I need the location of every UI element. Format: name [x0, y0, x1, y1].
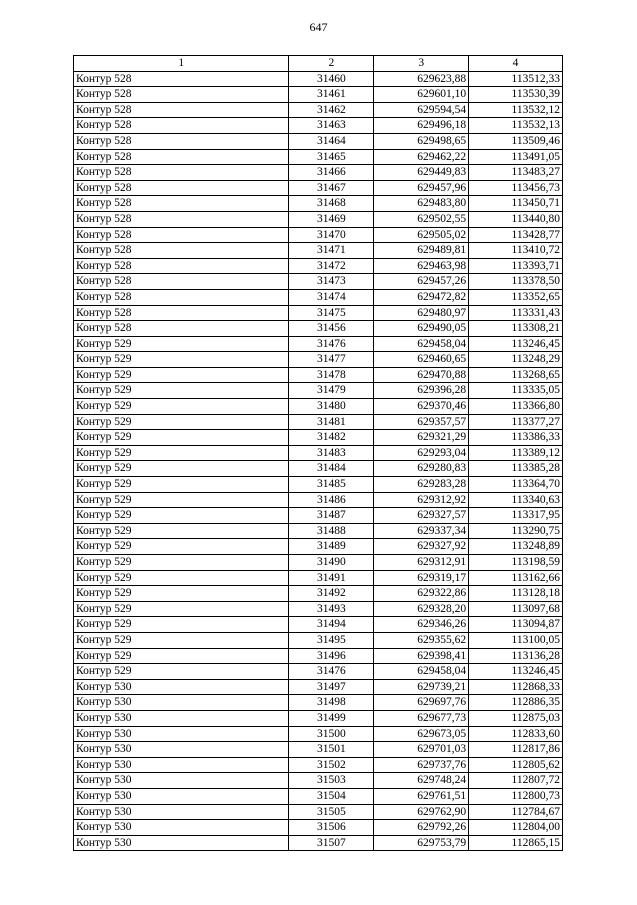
coordinates-table [73, 55, 563, 851]
table-row [74, 87, 563, 103]
contour-name-cell: Контур 529 [74, 586, 289, 602]
point-number-cell: 31504 [289, 788, 374, 804]
x-coordinate-cell: 629280,83 [374, 461, 469, 477]
y-coordinate-cell: 113340,63 [469, 492, 563, 508]
contour-name-cell: Контур 528 [74, 289, 289, 305]
point-number-cell: 31490 [289, 555, 374, 571]
point-number-cell: 31496 [289, 648, 374, 664]
table-row [74, 133, 563, 149]
point-number-cell: 31502 [289, 757, 374, 773]
contour-name-cell: Контур 529 [74, 664, 289, 680]
y-coordinate-cell: 112868,33 [469, 679, 563, 695]
x-coordinate-cell: 629355,62 [374, 632, 469, 648]
x-coordinate-cell: 629701,03 [374, 742, 469, 758]
x-coordinate-cell: 629594,54 [374, 102, 469, 118]
x-coordinate-cell: 629489,81 [374, 243, 469, 259]
y-coordinate-cell: 112807,72 [469, 773, 563, 789]
x-coordinate-cell: 629496,18 [374, 118, 469, 134]
y-coordinate-cell: 113440,80 [469, 211, 563, 227]
contour-name-cell: Контур 530 [74, 804, 289, 820]
point-number-cell: 31501 [289, 742, 374, 758]
y-coordinate-cell: 113532,12 [469, 102, 563, 118]
x-coordinate-cell: 629673,05 [374, 726, 469, 742]
x-coordinate-cell: 629498,65 [374, 133, 469, 149]
contour-name-cell: Контур 528 [74, 211, 289, 227]
x-coordinate-cell: 629792,26 [374, 820, 469, 836]
x-coordinate-cell: 629601,10 [374, 87, 469, 103]
y-coordinate-cell: 113532,13 [469, 118, 563, 134]
x-coordinate-cell: 629337,34 [374, 523, 469, 539]
point-number-cell: 31480 [289, 399, 374, 415]
x-coordinate-cell: 629396,28 [374, 383, 469, 399]
table-row [74, 586, 563, 602]
table-row [74, 196, 563, 212]
table-row [74, 383, 563, 399]
point-number-cell: 31460 [289, 71, 374, 87]
y-coordinate-cell: 112865,15 [469, 835, 563, 851]
table-row [74, 227, 563, 243]
y-coordinate-cell: 113100,05 [469, 632, 563, 648]
table-row [74, 788, 563, 804]
table-row [74, 477, 563, 493]
point-number-cell: 31474 [289, 289, 374, 305]
contour-name-cell: Контур 528 [74, 149, 289, 165]
page-number: 647 [309, 20, 328, 34]
x-coordinate-cell: 629457,26 [374, 274, 469, 290]
table-row [74, 757, 563, 773]
contour-name-cell: Контур 529 [74, 539, 289, 555]
table-row [74, 523, 563, 539]
table-row [74, 211, 563, 227]
table-header-row [74, 56, 563, 72]
table-row [74, 632, 563, 648]
point-number-cell: 31463 [289, 118, 374, 134]
contour-name-cell: Контур 530 [74, 773, 289, 789]
table-row [74, 710, 563, 726]
point-number-cell: 31471 [289, 243, 374, 259]
table-row [74, 274, 563, 290]
x-coordinate-cell: 629483,80 [374, 196, 469, 212]
contour-name-cell: Контур 529 [74, 383, 289, 399]
contour-name-cell: Контур 530 [74, 710, 289, 726]
table-row [74, 352, 563, 368]
x-coordinate-cell: 629398,41 [374, 648, 469, 664]
contour-name-cell: Контур 529 [74, 414, 289, 430]
point-number-cell: 31500 [289, 726, 374, 742]
y-coordinate-cell: 112800,73 [469, 788, 563, 804]
y-coordinate-cell: 113128,18 [469, 586, 563, 602]
x-coordinate-cell: 629748,24 [374, 773, 469, 789]
x-coordinate-cell: 629283,28 [374, 477, 469, 493]
column-header-4: 4 [469, 56, 563, 72]
x-coordinate-cell: 629505,02 [374, 227, 469, 243]
table-row [74, 726, 563, 742]
point-number-cell: 31495 [289, 632, 374, 648]
x-coordinate-cell: 629762,90 [374, 804, 469, 820]
contour-name-cell: Контур 529 [74, 508, 289, 524]
contour-name-cell: Контур 528 [74, 274, 289, 290]
table-row [74, 742, 563, 758]
y-coordinate-cell: 113385,28 [469, 461, 563, 477]
point-number-cell: 31485 [289, 477, 374, 493]
x-coordinate-cell: 629463,98 [374, 258, 469, 274]
x-coordinate-cell: 629761,51 [374, 788, 469, 804]
point-number-cell: 31468 [289, 196, 374, 212]
point-number-cell: 31476 [289, 336, 374, 352]
contour-name-cell: Контур 529 [74, 555, 289, 571]
table-row [74, 555, 563, 571]
x-coordinate-cell: 629753,79 [374, 835, 469, 851]
x-coordinate-cell: 629502,55 [374, 211, 469, 227]
column-header-1: 1 [74, 56, 289, 72]
contour-name-cell: Контур 529 [74, 601, 289, 617]
y-coordinate-cell: 113491,05 [469, 149, 563, 165]
point-number-cell: 31456 [289, 321, 374, 337]
x-coordinate-cell: 629293,04 [374, 445, 469, 461]
y-coordinate-cell: 113377,27 [469, 414, 563, 430]
point-number-cell: 31506 [289, 820, 374, 836]
table-row [74, 102, 563, 118]
x-coordinate-cell: 629319,17 [374, 570, 469, 586]
y-coordinate-cell: 113393,71 [469, 258, 563, 274]
point-number-cell: 31481 [289, 414, 374, 430]
contour-name-cell: Контур 529 [74, 461, 289, 477]
y-coordinate-cell: 112804,00 [469, 820, 563, 836]
contour-name-cell: Контур 528 [74, 71, 289, 87]
y-coordinate-cell: 113366,80 [469, 399, 563, 415]
y-coordinate-cell: 113352,65 [469, 289, 563, 305]
point-number-cell: 31503 [289, 773, 374, 789]
y-coordinate-cell: 113509,46 [469, 133, 563, 149]
y-coordinate-cell: 113530,39 [469, 87, 563, 103]
contour-name-cell: Контур 529 [74, 445, 289, 461]
table-row [74, 695, 563, 711]
y-coordinate-cell: 113456,73 [469, 180, 563, 196]
table-row [74, 399, 563, 415]
point-number-cell: 31470 [289, 227, 374, 243]
x-coordinate-cell: 629370,46 [374, 399, 469, 415]
contour-name-cell: Контур 529 [74, 632, 289, 648]
contour-name-cell: Контур 529 [74, 367, 289, 383]
table-row [74, 508, 563, 524]
column-header-2: 2 [289, 56, 374, 72]
point-number-cell: 31497 [289, 679, 374, 695]
point-number-cell: 31472 [289, 258, 374, 274]
table-row [74, 492, 563, 508]
point-number-cell: 31499 [289, 710, 374, 726]
point-number-cell: 31469 [289, 211, 374, 227]
x-coordinate-cell: 629328,20 [374, 601, 469, 617]
contour-name-cell: Контур 528 [74, 133, 289, 149]
x-coordinate-cell: 629677,73 [374, 710, 469, 726]
point-number-cell: 31477 [289, 352, 374, 368]
y-coordinate-cell: 112817,86 [469, 742, 563, 758]
y-coordinate-cell: 113335,05 [469, 383, 563, 399]
table-body [74, 71, 563, 851]
x-coordinate-cell: 629457,96 [374, 180, 469, 196]
contour-name-cell: Контур 528 [74, 87, 289, 103]
x-coordinate-cell: 629449,83 [374, 165, 469, 181]
y-coordinate-cell: 113512,33 [469, 71, 563, 87]
table-row [74, 539, 563, 555]
point-number-cell: 31498 [289, 695, 374, 711]
table-row [74, 445, 563, 461]
x-coordinate-cell: 629312,92 [374, 492, 469, 508]
table-row [74, 461, 563, 477]
x-coordinate-cell: 629327,92 [374, 539, 469, 555]
point-number-cell: 31473 [289, 274, 374, 290]
table-row [74, 430, 563, 446]
x-coordinate-cell: 629623,88 [374, 71, 469, 87]
contour-name-cell: Контур 528 [74, 321, 289, 337]
x-coordinate-cell: 629346,26 [374, 617, 469, 633]
point-number-cell: 31489 [289, 539, 374, 555]
y-coordinate-cell: 113246,45 [469, 336, 563, 352]
y-coordinate-cell: 113162,66 [469, 570, 563, 586]
table-row [74, 305, 563, 321]
y-coordinate-cell: 113386,33 [469, 430, 563, 446]
y-coordinate-cell: 113094,87 [469, 617, 563, 633]
y-coordinate-cell: 113450,71 [469, 196, 563, 212]
point-number-cell: 31493 [289, 601, 374, 617]
table-row [74, 118, 563, 134]
contour-name-cell: Контур 529 [74, 399, 289, 415]
y-coordinate-cell: 113290,75 [469, 523, 563, 539]
table-row [74, 835, 563, 851]
y-coordinate-cell: 113246,45 [469, 664, 563, 680]
y-coordinate-cell: 112886,35 [469, 695, 563, 711]
point-number-cell: 31505 [289, 804, 374, 820]
table-row [74, 773, 563, 789]
table-row [74, 336, 563, 352]
x-coordinate-cell: 629460,65 [374, 352, 469, 368]
contour-name-cell: Контур 530 [74, 788, 289, 804]
y-coordinate-cell: 113410,72 [469, 243, 563, 259]
contour-name-cell: Контур 528 [74, 118, 289, 134]
contour-name-cell: Контур 529 [74, 523, 289, 539]
table-row [74, 601, 563, 617]
x-coordinate-cell: 629697,76 [374, 695, 469, 711]
y-coordinate-cell: 113248,89 [469, 539, 563, 555]
y-coordinate-cell: 113364,70 [469, 477, 563, 493]
x-coordinate-cell: 629327,57 [374, 508, 469, 524]
contour-name-cell: Контур 529 [74, 648, 289, 664]
table-row [74, 820, 563, 836]
point-number-cell: 31484 [289, 461, 374, 477]
table-row [74, 321, 563, 337]
contour-name-cell: Контур 529 [74, 352, 289, 368]
x-coordinate-cell: 629739,21 [374, 679, 469, 695]
x-coordinate-cell: 629472,82 [374, 289, 469, 305]
y-coordinate-cell: 113136,28 [469, 648, 563, 664]
x-coordinate-cell: 629458,04 [374, 336, 469, 352]
contour-name-cell: Контур 528 [74, 165, 289, 181]
table-row [74, 648, 563, 664]
y-coordinate-cell: 113317,95 [469, 508, 563, 524]
point-number-cell: 31486 [289, 492, 374, 508]
column-header-3: 3 [374, 56, 469, 72]
contour-name-cell: Контур 528 [74, 258, 289, 274]
point-number-cell: 31488 [289, 523, 374, 539]
point-number-cell: 31476 [289, 664, 374, 680]
y-coordinate-cell: 112875,03 [469, 710, 563, 726]
point-number-cell: 31487 [289, 508, 374, 524]
contour-name-cell: Контур 528 [74, 102, 289, 118]
table-row [74, 804, 563, 820]
contour-name-cell: Контур 529 [74, 492, 289, 508]
y-coordinate-cell: 112784,67 [469, 804, 563, 820]
y-coordinate-cell: 113389,12 [469, 445, 563, 461]
table-row [74, 243, 563, 259]
point-number-cell: 31478 [289, 367, 374, 383]
table-row [74, 289, 563, 305]
contour-name-cell: Контур 530 [74, 695, 289, 711]
y-coordinate-cell: 113308,21 [469, 321, 563, 337]
contour-name-cell: Контур 529 [74, 477, 289, 493]
point-number-cell: 31482 [289, 430, 374, 446]
contour-name-cell: Контур 528 [74, 180, 289, 196]
contour-name-cell: Контур 529 [74, 570, 289, 586]
table-row [74, 165, 563, 181]
y-coordinate-cell: 113198,59 [469, 555, 563, 571]
point-number-cell: 31466 [289, 165, 374, 181]
contour-name-cell: Контур 530 [74, 835, 289, 851]
point-number-cell: 31465 [289, 149, 374, 165]
y-coordinate-cell: 112805,62 [469, 757, 563, 773]
table-row [74, 258, 563, 274]
table-row [74, 679, 563, 695]
x-coordinate-cell: 629322,86 [374, 586, 469, 602]
x-coordinate-cell: 629470,88 [374, 367, 469, 383]
x-coordinate-cell: 629458,04 [374, 664, 469, 680]
point-number-cell: 31475 [289, 305, 374, 321]
y-coordinate-cell: 113331,43 [469, 305, 563, 321]
x-coordinate-cell: 629490,05 [374, 321, 469, 337]
contour-name-cell: Контур 528 [74, 196, 289, 212]
contour-name-cell: Контур 528 [74, 227, 289, 243]
y-coordinate-cell: 113428,77 [469, 227, 563, 243]
point-number-cell: 31462 [289, 102, 374, 118]
point-number-cell: 31494 [289, 617, 374, 633]
table-row [74, 414, 563, 430]
y-coordinate-cell: 113378,50 [469, 274, 563, 290]
contour-name-cell: Контур 529 [74, 336, 289, 352]
table-row [74, 71, 563, 87]
point-number-cell: 31483 [289, 445, 374, 461]
point-number-cell: 31492 [289, 586, 374, 602]
table-row [74, 617, 563, 633]
x-coordinate-cell: 629737,76 [374, 757, 469, 773]
point-number-cell: 31467 [289, 180, 374, 196]
x-coordinate-cell: 629357,57 [374, 414, 469, 430]
y-coordinate-cell: 113248,29 [469, 352, 563, 368]
table-row [74, 180, 563, 196]
contour-name-cell: Контур 529 [74, 430, 289, 446]
point-number-cell: 31507 [289, 835, 374, 851]
point-number-cell: 31461 [289, 87, 374, 103]
contour-name-cell: Контур 529 [74, 617, 289, 633]
contour-name-cell: Контур 528 [74, 305, 289, 321]
point-number-cell: 31479 [289, 383, 374, 399]
x-coordinate-cell: 629312,91 [374, 555, 469, 571]
table-row [74, 367, 563, 383]
contour-name-cell: Контур 530 [74, 820, 289, 836]
contour-name-cell: Контур 530 [74, 742, 289, 758]
contour-name-cell: Контур 530 [74, 679, 289, 695]
table-row [74, 149, 563, 165]
contour-name-cell: Контур 530 [74, 757, 289, 773]
point-number-cell: 31464 [289, 133, 374, 149]
y-coordinate-cell: 113097,68 [469, 601, 563, 617]
contour-name-cell: Контур 528 [74, 243, 289, 259]
table-row [74, 664, 563, 680]
x-coordinate-cell: 629480,97 [374, 305, 469, 321]
contour-name-cell: Контур 530 [74, 726, 289, 742]
table-row [74, 570, 563, 586]
point-number-cell: 31491 [289, 570, 374, 586]
y-coordinate-cell: 113268,65 [469, 367, 563, 383]
y-coordinate-cell: 113483,27 [469, 165, 563, 181]
x-coordinate-cell: 629462,22 [374, 149, 469, 165]
y-coordinate-cell: 112833,60 [469, 726, 563, 742]
x-coordinate-cell: 629321,29 [374, 430, 469, 446]
